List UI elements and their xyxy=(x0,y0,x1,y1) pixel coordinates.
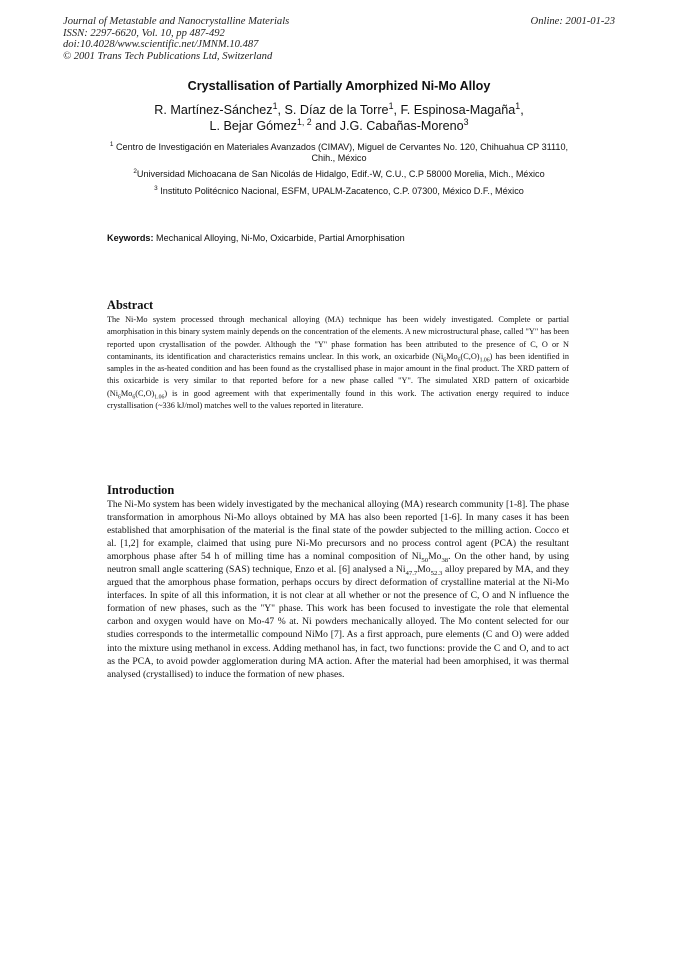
paper-title: Crystallisation of Partially Amorphized Ni-Mo Alloy xyxy=(187,79,491,93)
formula-element: Mo xyxy=(120,388,133,398)
formula-subscript: 6 xyxy=(118,394,121,401)
author-separator: , xyxy=(393,103,401,117)
formula-element: Mo xyxy=(417,564,431,576)
abstract-text: ) is in good agreement with that experimentally found in this work. The activation energy required to induce crystallisation (~336 kJ/mol) matches well to the values reported in literature. xyxy=(107,388,569,410)
abstract-text: The Ni-Mo system processed through mechanical alloying (MA) technique has been widely investigated. Complete or partial amorphisation in this binary system mainly depends on the concentration of the elements. A new microstructural phase, called "Y" has been reported upon crystallisation of the powder. Although the "Y" phase formation has been attributed to the presence of C, O or N contaminants, its identification and characteristics remains unclear. In this work, an oxicarbide (Ni xyxy=(107,315,569,361)
author-affiliation-mark: 1 xyxy=(515,100,521,111)
formula-element: (C,O) xyxy=(460,351,480,361)
introduction-heading: Introduction xyxy=(107,483,175,497)
introduction-text: . On the other hand, by using neutron small angle scattering (SAS) technique, Enzo et al. [6] analysed a Ni xyxy=(107,551,569,576)
author-list xyxy=(0,102,678,134)
author-name: S. Díaz de la Torre xyxy=(284,103,389,117)
author-name: R. Martínez-Sánchez xyxy=(154,103,273,117)
formula-element: Mo xyxy=(428,551,442,563)
formula-subscript: 6 xyxy=(132,394,136,401)
formula-subscript: 1.06 xyxy=(154,394,165,401)
author-affiliation-mark: 1, 2 xyxy=(296,116,312,127)
author-separator: , xyxy=(277,103,285,117)
journal-copyright: © 2001 Trans Tech Publications Ltd, Switzerland xyxy=(63,50,273,62)
introduction-text: The Ni-Mo system has been widely investigated by the mechanical alloying (MA) research community [1-8]. The phase transformation in amorphous Ni-Mo alloys obtained by MA has also been reported [1-6]. In many cases it has been established that amorphisation of the material is the final state of the powder subjected to the milling action. Cocco et al. [1,2] for example, claimed that using pure Ni-Mo precursors and no process control agent (PCA) the resultant amorphous phase after 54 h of milling time has a nominal composition of Ni xyxy=(107,499,569,563)
affiliation-text: Instituto Politécnico Nacional, ESFM, UPALM-Zacatenco, C.P. 07300, México D.F., México xyxy=(160,185,524,196)
author-affiliation-mark: 1 xyxy=(272,100,278,111)
affiliation-item xyxy=(100,186,578,197)
author-separator: , xyxy=(520,103,524,117)
abstract-heading: Abstract xyxy=(107,298,154,312)
formula-subscript: 38 xyxy=(441,557,449,565)
journal-doi: doi:10.4028/www.scientific.net/JMNM.10.487 xyxy=(63,39,259,51)
journal-name: Journal of Metastable and Nanocrystalline Materials xyxy=(63,16,290,27)
formula-subscript: 52.3 xyxy=(430,570,443,578)
formula-subscript: 1.06 xyxy=(479,357,490,364)
affiliation-mark: 3 xyxy=(154,184,158,192)
formula-subscript: 47.7 xyxy=(405,570,418,578)
formula-subscript: 50 xyxy=(421,557,429,565)
author-line xyxy=(0,118,678,134)
affiliation-text: Universidad Michoacana de San Nicolás de Hidalgo, Edif.-W, C.U., C.P 58000 Morelia, Mich., México xyxy=(136,169,545,180)
keywords xyxy=(107,233,405,243)
author-name: F. Espinosa-Magaña xyxy=(400,103,516,117)
introduction-body xyxy=(107,498,569,681)
abstract-body xyxy=(107,314,569,412)
affiliation-item xyxy=(100,142,578,164)
affiliation-item xyxy=(100,169,578,180)
formula-subscript: 6 xyxy=(457,357,461,364)
affiliation-list xyxy=(100,142,578,202)
author-line xyxy=(0,102,678,118)
online-date: Online: 2001-01-23 xyxy=(530,16,615,27)
affiliation-mark: 1 xyxy=(109,140,114,148)
affiliation-mark: 2 xyxy=(133,168,137,176)
abstract-text: ) has been identified in samples in the as-heated condition and has been found as the crystallised phase in major amount in the final product. The XRD pattern of this oxicarbide is very similar to that reported before for a new phase called "Y". The simulated XRD pattern of oxicarbide (Ni xyxy=(107,351,569,398)
affiliation-text: Centro de Investigación en Materiales Avanzados (CIMAV), Miguel de Cervantes No. 120, Chihuahua CP 31110, Chih., México xyxy=(115,142,569,164)
author-affiliation-mark: 3 xyxy=(463,116,469,127)
keywords-label: Keywords: xyxy=(107,233,154,243)
author-name: L. Bejar Gómez xyxy=(209,119,297,133)
introduction-text: alloy prepared by MA, and they argued that the amorphous phase formation, perhaps occurs by direct deformation of crystalline material at the Ni-Mo interfaces. In spite of all this information, it is not clear at all whether or not the presence of C, O and N influence the formation of new phases, such as the "Y" phase. This work has been focused to investigate the role that elemental carbon and oxygen would have on Mo-47 % at. Ni powders mechanically alloyed. The Mo content selected for our studies corresponds to the intermetallic compound NiMo [7]. As a first approach, pure elements (C and O) were added into the mixture using methanol in excess. Adding methanol has, in fact, two functions: provide the C and O, and to act as the PCA, to avoid powder agglomeration during MA action. After the material had been amorphised, it was thermal analysed (crystallised) to induce the formation of new phases. xyxy=(107,564,569,680)
author-affiliation-mark: 1 xyxy=(388,100,394,111)
author-separator: and xyxy=(311,119,340,133)
journal-issn: ISSN: 2297-6620, Vol. 10, pp 487-492 xyxy=(63,27,225,39)
formula-element: (C,O) xyxy=(135,388,155,398)
formula-subscript: 6 xyxy=(443,357,447,364)
formula-element: Mo xyxy=(446,351,458,361)
author-name: J.G. Cabañas-Moreno xyxy=(339,119,464,133)
journal-header xyxy=(63,16,463,62)
keywords-text: Mechanical Alloying, Ni-Mo, Oxicarbide, Partial Amorphisation xyxy=(156,233,405,243)
